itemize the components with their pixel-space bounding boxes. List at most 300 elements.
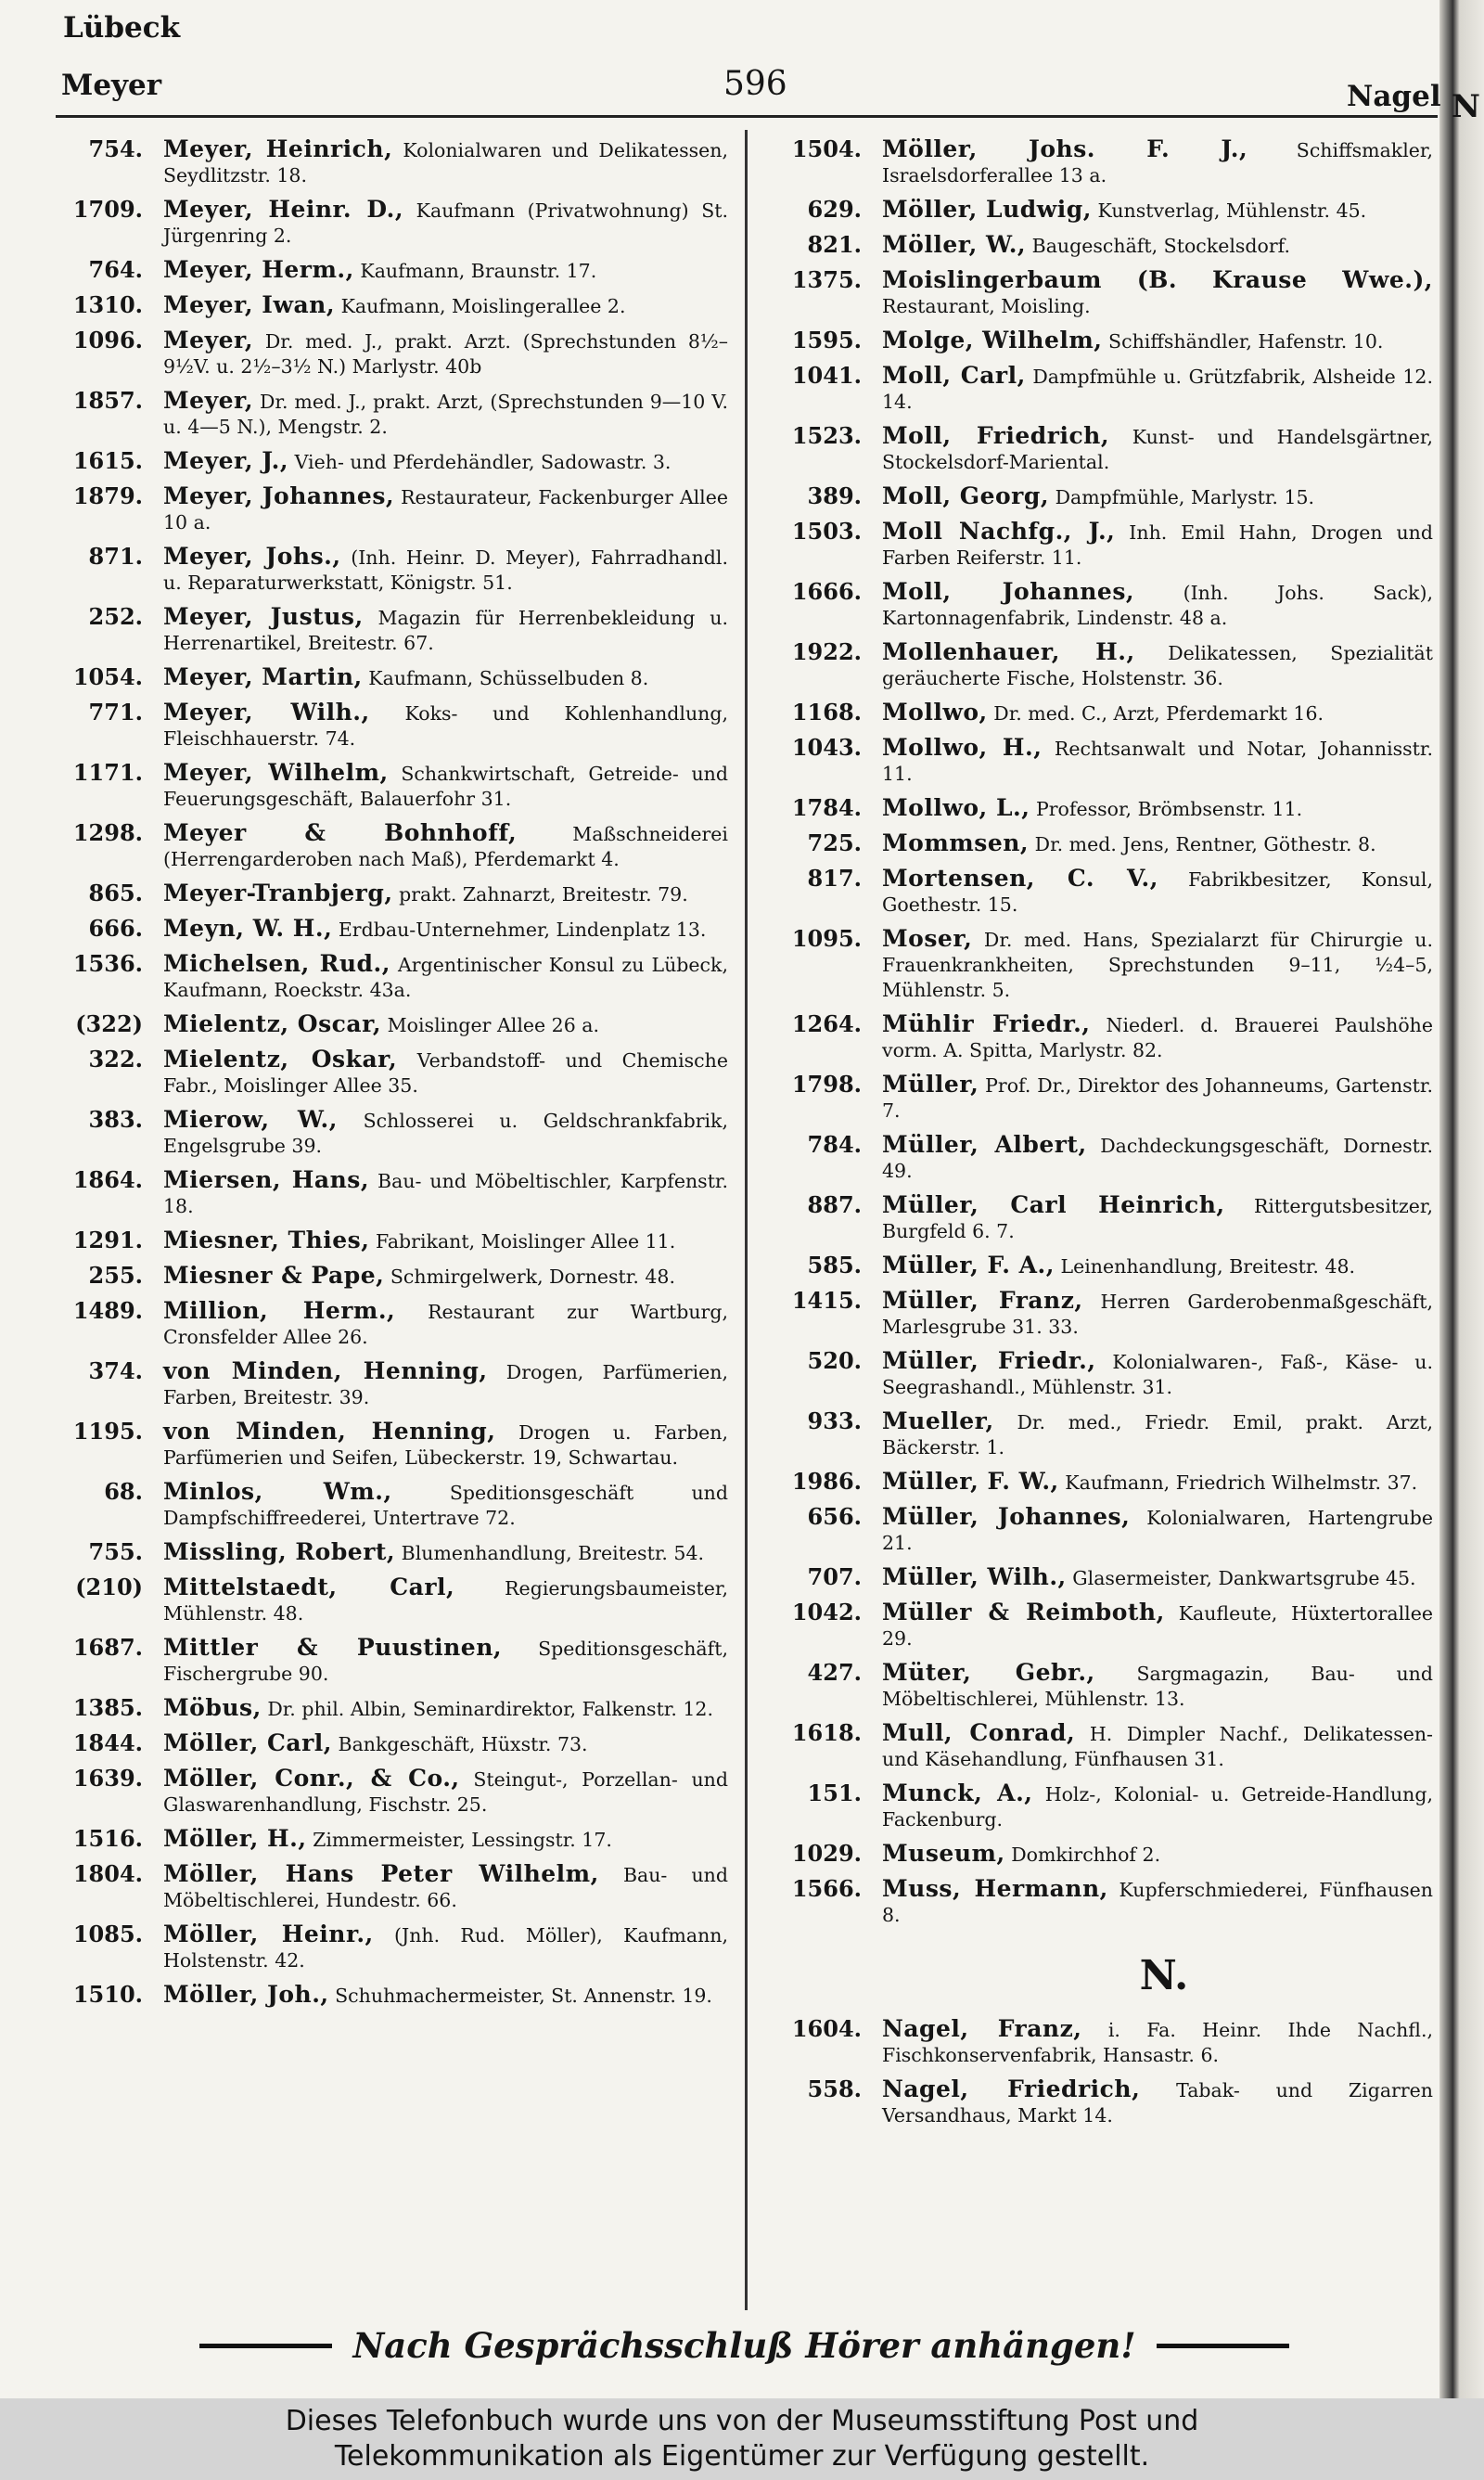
subscriber-details: Kaufleute, Hüxtertorallee 29. — [882, 1602, 1433, 1650]
phone-number: 1639. — [72, 1765, 143, 1792]
directory-entry — [774, 328, 1433, 354]
directory-entry — [774, 1072, 1433, 1124]
entry-body — [882, 1072, 1433, 1124]
entry-body — [163, 388, 728, 440]
entry-body — [163, 1107, 728, 1159]
phone-number: 520. — [807, 1347, 862, 1374]
directory-entry — [774, 197, 1433, 224]
directory-entry — [774, 1660, 1433, 1712]
subscriber-name: Mollwo, — [882, 699, 988, 726]
entry-body — [163, 328, 728, 379]
directory-entry — [774, 1504, 1433, 1556]
subscriber-details: Inh. Emil Hahn, Drogen und Farben Reiferstr. 11. — [882, 521, 1433, 569]
phone-number: 887. — [807, 1191, 862, 1218]
subscriber-name: Meyer, Wilh., — [163, 699, 370, 726]
subscriber-details: Dr. med. J., prakt. Arzt. (Sprechstunden 8½–9½V. u. 2½–3½ N.) Marlystr. 40b — [163, 330, 728, 378]
subscriber-details: Kaufmann, Friedrich Wilhelmstr. 37. — [1065, 1471, 1418, 1494]
phone-number: 1536. — [72, 950, 143, 977]
subscriber-details: Dr. med. Jens, Rentner, Göthestr. 8. — [1034, 833, 1376, 855]
directory-entry — [774, 579, 1433, 631]
directory-entry — [774, 1720, 1433, 1772]
entry-body — [163, 257, 728, 284]
subscriber-details: Dampfmühle, Marlystr. 15. — [1055, 486, 1315, 508]
phone-number: 666. — [88, 915, 143, 942]
phone-number: 1385. — [72, 1694, 143, 1721]
subscriber-name: Moll Nachfg., J., — [882, 518, 1116, 545]
directory-entry — [56, 483, 728, 535]
phone-number: 252. — [88, 603, 143, 630]
phone-number: 1043. — [791, 734, 862, 761]
subscriber-details: Vieh- und Pferdehändler, Sadowastr. 3. — [294, 451, 672, 473]
right-entry-list — [774, 136, 1433, 1928]
entry-body — [882, 423, 1433, 475]
subscriber-name: Müller, Wilh., — [882, 1563, 1067, 1590]
directory-entry — [774, 1288, 1433, 1340]
phone-number: 865. — [88, 880, 143, 906]
directory-entry — [56, 951, 728, 1003]
subscriber-name: Müller, — [882, 1071, 979, 1098]
phone-number: 558. — [807, 2075, 862, 2102]
directory-entry — [56, 916, 728, 943]
directory-entry — [56, 820, 728, 872]
directory-entry — [774, 1192, 1433, 1244]
entry-body — [163, 1167, 728, 1219]
directory-entry — [56, 1635, 728, 1687]
directory-entry — [56, 1047, 728, 1099]
entry-body — [163, 544, 728, 596]
directory-entry — [56, 760, 728, 812]
subscriber-name: Nagel, Friedrich, — [882, 2075, 1141, 2102]
phone-number: 389. — [807, 482, 862, 509]
phone-number: 585. — [807, 1252, 862, 1279]
subscriber-details: Dr. phil. Albin, Seminardirektor, Falkenstr. 12. — [267, 1698, 713, 1720]
phone-number: 707. — [807, 1563, 862, 1590]
subscriber-name: Mollenhauer, H., — [882, 638, 1135, 665]
entry-body — [882, 1348, 1433, 1400]
directory-entry — [56, 1921, 728, 1973]
entry-body — [882, 267, 1433, 319]
subscriber-details: Kaufmann, Moislingerallee 2. — [340, 295, 626, 317]
phone-number: 1503. — [791, 518, 862, 545]
subscriber-name: von Minden, Henning, — [163, 1418, 496, 1445]
directory-entry — [56, 1766, 728, 1818]
directory-entry — [774, 639, 1433, 691]
subscriber-details: Baugeschäft, Stockelsdorf. — [1031, 235, 1291, 257]
directory-entry — [774, 267, 1433, 319]
entry-body — [882, 232, 1433, 259]
right-running-head: Nagel — [1347, 80, 1441, 113]
entry-body — [163, 1011, 728, 1038]
entry-body — [882, 579, 1433, 631]
phone-number: 1566. — [791, 1875, 862, 1902]
subscriber-details: Kaufmann (Privatwohnung) St. Jürgenring 2. — [163, 199, 729, 247]
right-column — [774, 136, 1433, 2137]
phone-number: 1784. — [791, 794, 862, 821]
subscriber-details: Delikatessen, Spezialität geräucherte Fische, Holstenstr. 36. — [882, 642, 1433, 689]
subscriber-name: Mierow, W., — [163, 1106, 338, 1133]
subscriber-name: Meyer-Tranbjerg, — [163, 880, 393, 906]
entry-body — [882, 1564, 1433, 1591]
phone-number: 1986. — [791, 1468, 862, 1495]
phone-number: 1054. — [72, 663, 143, 690]
phone-number: 255. — [88, 1262, 143, 1289]
subscriber-details: Speditionsgeschäft und Dampfschiffreederei, Untertrave 72. — [163, 1482, 728, 1529]
subscriber-details: Professor, Brömbsenstr. 11. — [1035, 798, 1303, 820]
directory-entry — [774, 363, 1433, 415]
directory-entry — [56, 136, 728, 188]
directory-entry — [774, 735, 1433, 787]
directory-entry — [56, 604, 728, 656]
phone-number: 1798. — [791, 1071, 862, 1098]
subscriber-name: Moser, — [882, 925, 973, 952]
subscriber-details: Schlosserei u. Geldschrankfabrik, Engelsgrube 39. — [163, 1110, 728, 1157]
subscriber-details: Dr. med. J., prakt. Arzt, (Sprechstunden 9—10 V. u. 4—5 N.), Mengstr. 2. — [163, 391, 728, 438]
subscriber-details: Verbandstoff- und Chemische Fabr., Moislinger Allee 35. — [163, 1049, 728, 1097]
directory-entry — [774, 1132, 1433, 1184]
phone-number: 1195. — [72, 1418, 143, 1445]
subscriber-details: Schankwirtschaft, Getreide- und Feuerungsgeschäft, Balauerfohr 31. — [163, 763, 728, 810]
subscriber-name: Möller, Carl, — [163, 1729, 332, 1756]
subscriber-name: Mueller, — [882, 1407, 994, 1434]
phone-number: 1618. — [791, 1719, 862, 1746]
subscriber-details: Maßschneiderei (Herrengarderoben nach Maß), Pferdemarkt 4. — [163, 823, 728, 870]
column-divider — [745, 130, 748, 2310]
directory-entry — [56, 1227, 728, 1254]
subscriber-details: Glasermeister, Dankwartsgrube 45. — [1072, 1567, 1416, 1589]
subscriber-details: Fabrikbesitzer, Konsul, Goethestr. 15. — [882, 868, 1433, 916]
directory-entry — [56, 257, 728, 284]
entry-body — [882, 2076, 1433, 2128]
entry-body — [163, 700, 728, 752]
phone-number: 1291. — [72, 1227, 143, 1253]
subscriber-details: Erdbau-Unternehmer, Lindenplatz 13. — [338, 919, 707, 941]
subscriber-name: Meyer & Bohnhoff, — [163, 819, 518, 846]
directory-entry — [774, 1469, 1433, 1496]
subscriber-details: Dr. med. Hans, Spezialarzt für Chirurgie u. Frauenkrankheiten, Sprechstunden 9–11, ½4–5, Mühlenstr. 5. — [882, 929, 1433, 1001]
directory-entry — [56, 700, 728, 752]
phone-number: 817. — [807, 865, 862, 892]
entry-body — [163, 604, 728, 656]
directory-entry — [774, 2016, 1433, 2068]
phone-number: 1168. — [791, 699, 862, 726]
entry-body — [882, 830, 1433, 857]
phone-number: 68. — [104, 1478, 143, 1505]
subscriber-name: Meyer, Heinr. D., — [163, 196, 404, 223]
phone-number: 871. — [88, 543, 143, 570]
directory-entry — [56, 388, 728, 440]
entry-body — [163, 1730, 728, 1757]
entry-body — [163, 136, 728, 188]
subscriber-details: Moislinger Allee 26 a. — [387, 1014, 600, 1036]
subscriber-details: Herren Garderobenmaßgeschäft, Marlesgrube 31. 33. — [882, 1291, 1433, 1338]
directory-entry — [56, 544, 728, 596]
entry-body — [882, 1408, 1433, 1460]
subscriber-name: Muss, Hermann, — [882, 1875, 1108, 1902]
subscriber-name: Möller, Hans Peter Wilhelm, — [163, 1860, 599, 1887]
directory-entry — [56, 1826, 728, 1853]
phone-number: 322. — [88, 1046, 143, 1073]
phone-number: 725. — [807, 829, 862, 856]
subscriber-name: Moll, Friedrich, — [882, 422, 1110, 449]
entry-body — [882, 1288, 1433, 1340]
directory-entry — [56, 1263, 728, 1290]
subscriber-name: Mollwo, H., — [882, 734, 1043, 761]
entry-body — [163, 1419, 728, 1471]
subscriber-name: Möller, H., — [163, 1825, 307, 1852]
subscriber-details: Domkirchhof 2. — [1011, 1844, 1161, 1866]
entry-body — [163, 1861, 728, 1913]
subscriber-details: Bankgeschäft, Hüxstr. 73. — [338, 1733, 588, 1755]
phone-number: 1864. — [72, 1166, 143, 1193]
phone-number: 764. — [88, 256, 143, 283]
entry-body — [882, 1192, 1433, 1244]
subscriber-name: Müller, F. A., — [882, 1252, 1055, 1279]
phone-number: 1687. — [72, 1634, 143, 1661]
phone-number: 383. — [88, 1106, 143, 1133]
directory-entry — [774, 1348, 1433, 1400]
subscriber-details: Restaurateur, Fackenburger Allee 10 a. — [163, 486, 728, 533]
directory-entry — [774, 1564, 1433, 1591]
phone-number: 427. — [807, 1659, 862, 1686]
subscriber-details: Bau- und Möbeltischlerei, Hundestr. 66. — [163, 1864, 728, 1911]
directory-entry — [774, 1780, 1433, 1832]
subscriber-details: Dachdeckungsgeschäft, Dornestr. 49. — [882, 1135, 1433, 1182]
subscriber-name: Meyer, J., — [163, 447, 289, 474]
entry-body — [882, 1876, 1433, 1928]
entry-body — [882, 328, 1433, 354]
subscriber-name: Michelsen, Rud., — [163, 950, 390, 977]
entry-body — [882, 866, 1433, 918]
phone-number: 1171. — [72, 759, 143, 786]
directory-entry — [56, 1861, 728, 1913]
directory-entry — [774, 1253, 1433, 1279]
entry-body — [163, 1695, 728, 1722]
subscriber-details: Blumenhandlung, Breitestr. 54. — [401, 1542, 705, 1564]
subscriber-details: Speditionsgeschäft, Fischergrube 90. — [163, 1638, 728, 1685]
phone-number: 933. — [807, 1407, 862, 1434]
entry-body — [163, 1479, 728, 1531]
directory-entry — [56, 292, 728, 319]
subscriber-details: Dr. med., Friedr. Emil, prakt. Arzt, Bäckerstr. 1. — [882, 1411, 1433, 1458]
entry-body — [882, 1504, 1433, 1556]
directory-entry — [774, 519, 1433, 571]
directory-entry — [56, 197, 728, 249]
subscriber-details: Kunstverlag, Mühlenstr. 45. — [1097, 199, 1367, 222]
subscriber-name: Möller, Ludwig, — [882, 196, 1092, 223]
subscriber-name: Müller, F. W., — [882, 1468, 1059, 1495]
phone-number: 1804. — [72, 1860, 143, 1887]
directory-entry — [56, 1574, 728, 1626]
subscriber-details: Dr. med. C., Arzt, Pferdemarkt 16. — [993, 702, 1324, 725]
phone-number: 755. — [88, 1538, 143, 1565]
entry-body — [882, 136, 1433, 188]
entry-body — [882, 197, 1433, 224]
entry-body — [882, 1841, 1433, 1868]
subscriber-name: Mühlir Friedr., — [882, 1010, 1091, 1037]
subscriber-name: Moll, Johannes, — [882, 578, 1135, 605]
subscriber-details: Schiffshändler, Hafenstr. 10. — [1108, 330, 1384, 353]
subscriber-name: Meyer, Johs., — [163, 543, 341, 570]
edge-letter: N — [1451, 88, 1480, 125]
subscriber-details: Dampfmühle u. Grützfabrik, Alsheide 12. 14. — [882, 366, 1433, 413]
footer-bar-right — [1157, 2344, 1289, 2348]
subscriber-name: Müller & Reimboth, — [882, 1599, 1165, 1625]
entry-body — [882, 700, 1433, 726]
entry-body — [882, 519, 1433, 571]
subscriber-details: Koks- und Kohlenhandlung, Fleischhauerstr. 74. — [163, 702, 728, 750]
subscriber-details: (Inh. Johs. Sack), Kartonnagenfabrik, Lindenstr. 48 a. — [882, 582, 1433, 629]
subscriber-details: Kolonialwaren-, Faß-, Käse- u. Seegrashandl., Mühlenstr. 31. — [882, 1351, 1433, 1398]
subscriber-name: Müller, Friedr., — [882, 1347, 1096, 1374]
phone-number: (210) — [75, 1574, 143, 1600]
subscriber-name: Mittler & Puustinen, — [163, 1634, 503, 1661]
subscriber-details: Schuhmachermeister, St. Annenstr. 19. — [335, 1985, 712, 2007]
subscriber-name: Moislingerbaum (B. Krause Wwe.), — [882, 266, 1433, 293]
directory-entry — [774, 1841, 1433, 1868]
subscriber-name: Munck, A., — [882, 1780, 1033, 1806]
directory-entry — [56, 1479, 728, 1531]
subscriber-name: Meyn, W. H., — [163, 915, 333, 942]
entry-body — [882, 1720, 1433, 1772]
entry-body — [163, 197, 728, 249]
subscriber-name: Möbus, — [163, 1694, 262, 1721]
subscriber-name: Müller, Albert, — [882, 1131, 1087, 1158]
entry-body — [163, 880, 728, 907]
subscriber-name: Meyer, Iwan, — [163, 291, 336, 318]
entry-body — [882, 1780, 1433, 1832]
directory-entry — [56, 1730, 728, 1757]
entry-body — [882, 1011, 1433, 1063]
subscriber-name: Miesner, Thies, — [163, 1227, 370, 1253]
directory-entry — [56, 328, 728, 379]
credit-line-2: Telekommunikation als Eigentümer zur Verfügung gestellt. — [334, 2440, 1150, 2473]
phone-number: 1666. — [791, 578, 862, 605]
directory-entry — [56, 1107, 728, 1159]
subscriber-name: Möller, Johs. F. J., — [882, 135, 1248, 162]
subscriber-name: Möller, Joh., — [163, 1981, 329, 2008]
phone-number: 1523. — [791, 422, 862, 449]
phone-number: 1095. — [791, 925, 862, 952]
phone-number: 784. — [807, 1131, 862, 1158]
directory-entry — [774, 483, 1433, 510]
subscriber-details: Niederl. d. Brauerei Paulshöhe vorm. A. Spitta, Marlystr. 82. — [882, 1014, 1433, 1061]
entry-body — [882, 363, 1433, 415]
subscriber-details: Rechtsanwalt und Notar, Johannisstr. 11. — [882, 738, 1433, 785]
subscriber-details: Schiffsmakler, Israelsdorferallee 13 a. — [882, 139, 1433, 186]
directory-entry — [56, 880, 728, 907]
footer-bar-left — [199, 2344, 332, 2348]
subscriber-name: Museum, — [882, 1840, 1005, 1867]
phone-number: 1709. — [72, 196, 143, 223]
phone-number: 754. — [88, 135, 143, 162]
subscriber-name: Mielentz, Oskar, — [163, 1046, 398, 1073]
subscriber-name: Mommsen, — [882, 829, 1030, 856]
entry-body — [163, 1227, 728, 1254]
phone-number: 1310. — [72, 291, 143, 318]
phone-number: 821. — [807, 231, 862, 258]
subscriber-details: i. Fa. Heinr. Ihde Nachfl., Fischkonservenfabrik, Hansastr. 6. — [882, 2019, 1433, 2066]
page-number: 596 — [723, 65, 787, 103]
entry-body — [163, 1358, 728, 1410]
directory-entry — [774, 866, 1433, 918]
directory-entry — [56, 664, 728, 691]
directory-entry — [56, 1358, 728, 1410]
entry-body — [882, 1132, 1433, 1184]
directory-entry — [774, 1011, 1433, 1063]
entry-body — [163, 1298, 728, 1350]
subscriber-details: Kaufmann, Braunstr. 17. — [360, 260, 597, 282]
phone-number: 1857. — [72, 387, 143, 414]
subscriber-details: Argentinischer Konsul zu Lübeck, Kaufmann, Roeckstr. 43a. — [163, 954, 728, 1001]
footer-slogan — [199, 2325, 1289, 2366]
subscriber-details: Rittergutsbesitzer, Burgfeld 6. 7. — [882, 1195, 1433, 1242]
subscriber-details: Fabrikant, Moislinger Allee 11. — [376, 1230, 676, 1253]
subscriber-details: Kaufmann, Schüsselbuden 8. — [368, 667, 649, 689]
directory-entry — [774, 795, 1433, 822]
directory-entry — [774, 926, 1433, 1003]
phone-number: 1879. — [72, 482, 143, 509]
subscriber-name: Meyer, — [163, 327, 254, 353]
subscriber-details: Steingut-, Porzellan- und Glaswarenhandlung, Fischstr. 25. — [163, 1768, 728, 1816]
subscriber-details: Kolonialwaren und Delikatessen, Seydlitzstr. 18. — [163, 139, 728, 186]
directory-entry — [56, 1167, 728, 1219]
subscriber-name: Müller, Carl Heinrich, — [882, 1191, 1225, 1218]
entry-body — [163, 664, 728, 691]
subscriber-details: Holz-, Kolonial- u. Getreide-Handlung, Fackenburg. — [882, 1783, 1433, 1831]
subscriber-details: Kupferschmiederei, Fünfhausen 8. — [882, 1879, 1433, 1926]
subscriber-name: Missling, Robert, — [163, 1538, 396, 1565]
subscriber-name: Meyer, Martin, — [163, 663, 363, 690]
n-entry-list — [774, 2016, 1433, 2128]
subscriber-details: Leinenhandlung, Breitestr. 48. — [1060, 1255, 1356, 1278]
directory-entry — [774, 1600, 1433, 1651]
entry-body — [882, 639, 1433, 691]
subscriber-name: Mollwo, L., — [882, 794, 1030, 821]
entry-body — [163, 483, 728, 535]
subscriber-name: Möller, Heinr., — [163, 1921, 374, 1947]
entry-body — [163, 820, 728, 872]
phone-number: 1264. — [791, 1010, 862, 1037]
subscriber-name: Meyer, — [163, 387, 254, 414]
subscriber-name: Möller, W., — [882, 231, 1027, 258]
entry-body — [882, 483, 1433, 510]
directory-entry — [774, 423, 1433, 475]
directory-entry — [56, 1982, 728, 2009]
phone-number: 1298. — [72, 819, 143, 846]
city-header: Lübeck — [63, 11, 181, 45]
entry-body — [163, 951, 728, 1003]
entry-body — [163, 760, 728, 812]
subscriber-name: Miersen, Hans, — [163, 1166, 370, 1193]
subscriber-name: Minlos, Wm., — [163, 1478, 392, 1505]
subscriber-name: Mielentz, Oscar, — [163, 1010, 382, 1037]
subscriber-details: Kunst- und Handelsgärtner, Stockelsdorf-Mariental. — [882, 426, 1433, 473]
phone-number: 1096. — [72, 327, 143, 353]
entry-body — [163, 1982, 728, 2009]
subscriber-details: Restaurant zur Wartburg, Cronsfelder Allee 26. — [163, 1301, 728, 1348]
subscriber-details: Kolonialwaren, Hartengrube 21. — [882, 1507, 1433, 1554]
subscriber-name: Meyer, Justus, — [163, 603, 364, 630]
subscriber-name: Million, Herm., — [163, 1297, 396, 1324]
phone-number: 1041. — [791, 362, 862, 389]
directory-entry — [56, 1695, 728, 1722]
entry-body — [882, 926, 1433, 1003]
subscriber-name: Müller, Johannes, — [882, 1503, 1131, 1530]
directory-entry — [774, 700, 1433, 726]
subscriber-name: Moll, Carl, — [882, 362, 1026, 389]
entry-body — [163, 1539, 728, 1566]
entry-body — [163, 1635, 728, 1687]
